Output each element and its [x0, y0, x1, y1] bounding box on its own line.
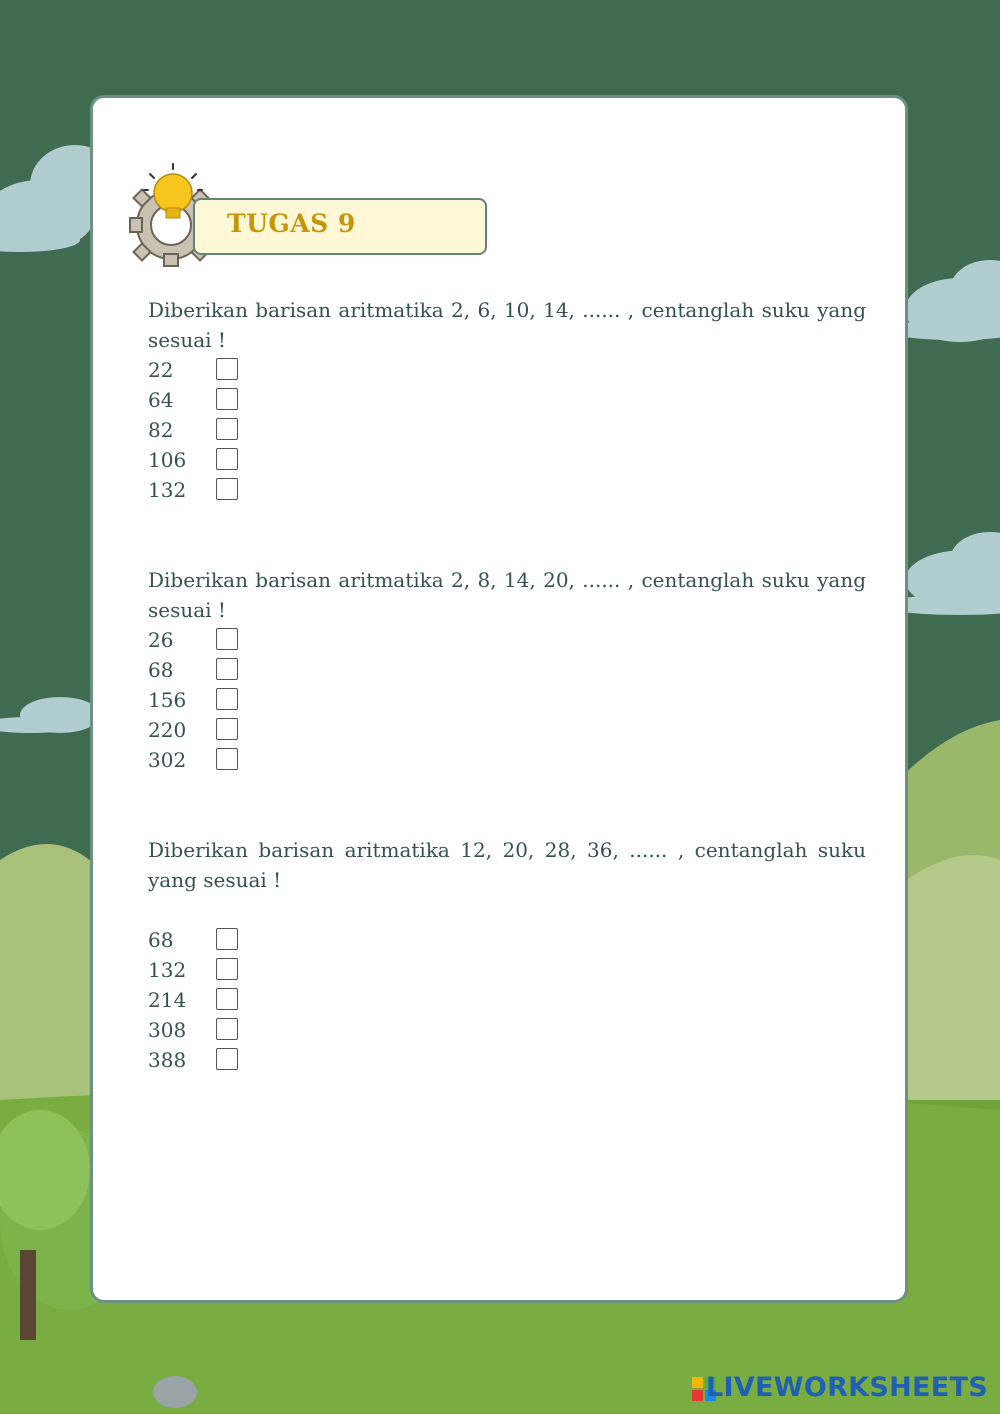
checkbox[interactable]	[216, 958, 238, 980]
checkbox[interactable]	[216, 748, 238, 770]
checkbox[interactable]	[216, 628, 238, 650]
option-value: 156	[148, 688, 187, 712]
option-value: 132	[148, 478, 187, 502]
option-value: 388	[148, 1048, 187, 1072]
checkbox[interactable]	[216, 988, 238, 1010]
option-value: 68	[148, 928, 174, 952]
option-value: 132	[148, 958, 187, 982]
option-value: 220	[148, 718, 187, 742]
checkbox[interactable]	[216, 478, 238, 500]
worksheet-card	[90, 95, 908, 1303]
option-value: 64	[148, 388, 174, 412]
checkbox[interactable]	[216, 718, 238, 740]
checkbox[interactable]	[216, 1018, 238, 1040]
checkbox[interactable]	[216, 358, 238, 380]
worksheet-title: TUGAS 9	[227, 209, 356, 238]
option-value: 22	[148, 358, 174, 382]
option-value: 214	[148, 988, 187, 1012]
checkbox[interactable]	[216, 448, 238, 470]
option-value: 302	[148, 748, 187, 772]
question-1-text: Diberikan barisan aritmatika 2, 6, 10, 14, ...... , centanglah suku yang sesuai !	[148, 298, 866, 352]
checkbox[interactable]	[216, 388, 238, 410]
checkbox[interactable]	[216, 928, 238, 950]
checkbox[interactable]	[216, 1048, 238, 1070]
option-value: 26	[148, 628, 174, 652]
checkbox[interactable]	[216, 418, 238, 440]
option-value: 308	[148, 1018, 187, 1042]
brand-name[interactable]: LIVEWORKSHEETS	[705, 1372, 988, 1403]
checkbox[interactable]	[216, 658, 238, 680]
checkbox[interactable]	[216, 688, 238, 710]
question-3-text: Diberikan barisan aritmatika 12, 20, 28, 36, ...... , centanglah suku yang sesuai !	[148, 838, 866, 892]
option-value: 82	[148, 418, 174, 442]
option-value: 106	[148, 448, 187, 472]
question-2-text: Diberikan barisan aritmatika 2, 8, 14, 20, ...... , centanglah suku yang sesuai !	[148, 568, 866, 622]
option-value: 68	[148, 658, 174, 682]
